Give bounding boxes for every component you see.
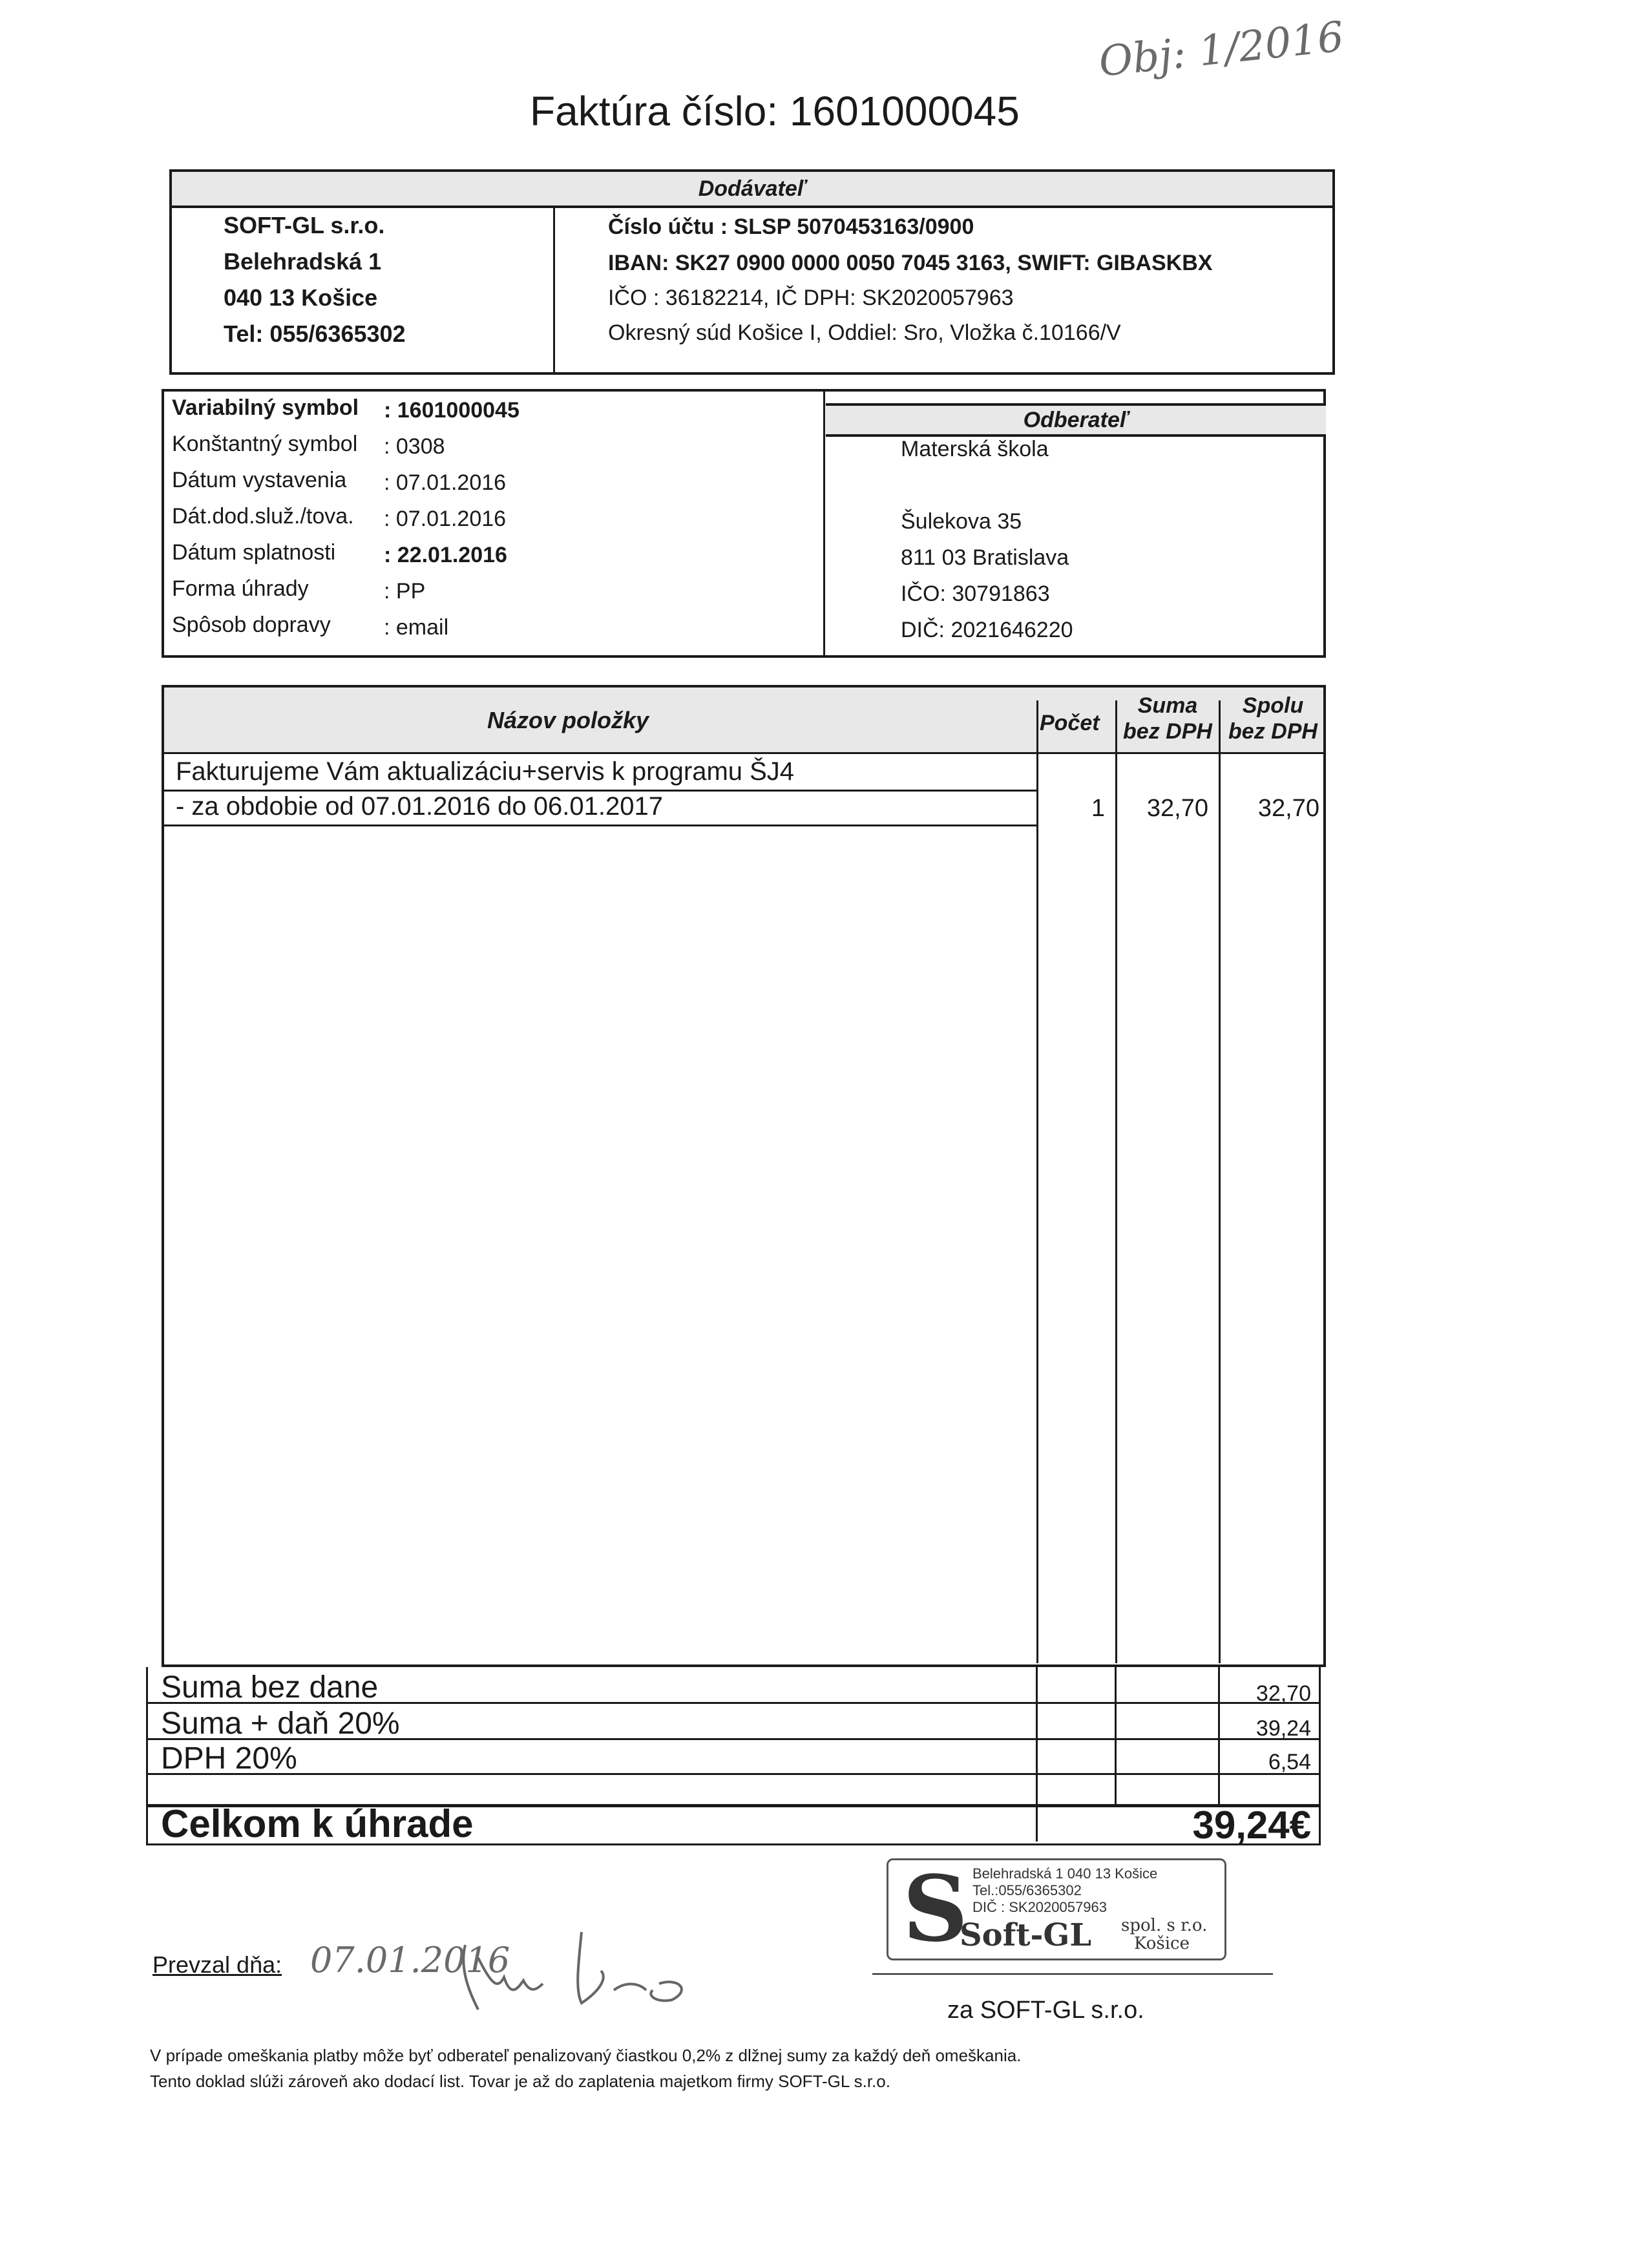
sum-with-tax-value: 39,24 <box>1255 1716 1311 1741</box>
col-unit-price-line2: bez DPH <box>1123 719 1212 744</box>
vat-label: DPH 20% <box>161 1741 297 1776</box>
items-table <box>162 685 1326 1667</box>
customer-header-label: Odberateľ <box>1023 408 1129 432</box>
payment-value: : PP <box>384 579 426 604</box>
supplier-box <box>169 169 1335 375</box>
item-unit-price: 32,70 <box>1146 795 1208 822</box>
payment-label: Konštantný symbol <box>172 432 358 456</box>
payment-label: Spôsob dopravy <box>172 613 331 637</box>
stamp-brand: Soft-GL <box>960 1917 1092 1953</box>
customer-city: 811 03 Bratislava <box>901 545 1069 570</box>
grand-total-value: 39,24€ <box>1192 1803 1311 1847</box>
info-box <box>162 389 1326 658</box>
vat-value: 6,54 <box>1268 1750 1311 1774</box>
customer-header <box>826 403 1326 437</box>
col-total-line2: bez DPH <box>1228 719 1318 744</box>
item-line-1: Fakturujeme Vám aktualizáciu+servis k programu ŠJ4 <box>176 757 795 786</box>
payment-value: : 22.01.2016 <box>384 543 507 567</box>
svg-text:S: S <box>903 1863 969 1953</box>
payment-value: : 1601000045 <box>384 398 520 423</box>
payment-value: : 07.01.2016 <box>384 507 507 531</box>
payment-value: : 07.01.2016 <box>384 470 507 495</box>
customer-dic: DIČ: 2021646220 <box>901 618 1073 642</box>
supplier-header-label: Dodávateľ <box>698 176 806 201</box>
stamp-address: Belehradská 1 040 13 Košice <box>972 1865 1158 1882</box>
payment-label: Dát.dod.služ./tova. <box>172 504 354 529</box>
customer-street: Šulekova 35 <box>901 509 1022 534</box>
col-unit-price-line1: Suma <box>1137 693 1198 718</box>
col-count: Počet <box>1040 711 1100 735</box>
supplier-iban: IBAN: SK27 0900 0000 0050 7045 3163, SWIFT: GIBASKBX <box>608 251 1213 275</box>
received-date: 07.01.2016 <box>310 1940 510 1980</box>
payment-label: Dátum vystavenia <box>172 468 347 492</box>
footer-delivery-note: Tento doklad slúži zároveň ako dodací list. Tovar je až do zaplatenia majetkom firmy SOFT-GL s.r.o. <box>150 2072 890 2091</box>
handwritten-signature <box>452 1919 698 2016</box>
handwritten-order-note: Obj: 1/2016 <box>1097 13 1347 87</box>
sum-with-tax-label: Suma + daň 20% <box>161 1706 400 1741</box>
payment-label: Variabilný symbol <box>172 395 359 420</box>
supplier-name: SOFT-GL s.r.o. <box>224 212 385 238</box>
payment-label: Forma úhrady <box>172 576 309 601</box>
signature-for: za SOFT-GL s.r.o. <box>947 1997 1144 2024</box>
item-count: 1 <box>1091 795 1105 822</box>
col-unit-price <box>1119 693 1216 744</box>
supplier-account: Číslo účtu : SLSP 5070453163/0900 <box>608 215 974 239</box>
col-item-name: Názov položky <box>487 707 649 733</box>
payment-label: Dátum splatnosti <box>172 540 336 565</box>
stamp-suffix-1: spol. s r.o. <box>1121 1916 1208 1935</box>
sum-without-tax-value: 32,70 <box>1255 1681 1311 1706</box>
sum-without-tax-label: Suma bez dane <box>161 1670 379 1705</box>
supplier-tel: Tel: 055/6365302 <box>224 320 406 347</box>
supplier-ico-dph: IČO : 36182214, IČ DPH: SK2020057963 <box>608 286 1014 310</box>
totals-section <box>146 1667 1321 1845</box>
supplier-street: Belehradská 1 <box>224 248 382 275</box>
supplier-header <box>172 172 1332 208</box>
invoice-title: Faktúra číslo: 1601000045 <box>530 88 1020 134</box>
customer-ico: IČO: 30791863 <box>901 582 1050 606</box>
stamp-tel: Tel.:055/6365302 <box>972 1882 1082 1898</box>
col-total-line1: Spolu <box>1242 693 1304 718</box>
stamp-dic: DIČ : SK2020057963 <box>972 1899 1107 1915</box>
col-total <box>1223 693 1323 744</box>
footer-penalty-note: V prípade omeškania platby môže byť odberateľ penalizovaný čiastkou 0,2% z dlžnej sumy za každý deň omeškania. <box>150 2046 1022 2065</box>
received-label: Prevzal dňa: <box>152 1951 282 1978</box>
stamp-suffix-2: Košice <box>1134 1934 1190 1953</box>
payment-value: : 0308 <box>384 434 445 459</box>
item-total: 32,70 <box>1257 795 1319 822</box>
supplier-registry: Okresný súd Košice I, Oddiel: Sro, Vložka č.10166/V <box>608 320 1121 345</box>
customer-name: Materská škola <box>901 437 1049 461</box>
payment-value: : email <box>384 615 449 640</box>
supplier-city: 040 13 Košice <box>224 284 378 311</box>
item-line-2: - za obdobie od 07.01.2016 do 06.01.2017 <box>176 792 663 821</box>
company-stamp <box>887 1858 1226 1960</box>
grand-total-label: Celkom k úhrade <box>161 1802 474 1845</box>
